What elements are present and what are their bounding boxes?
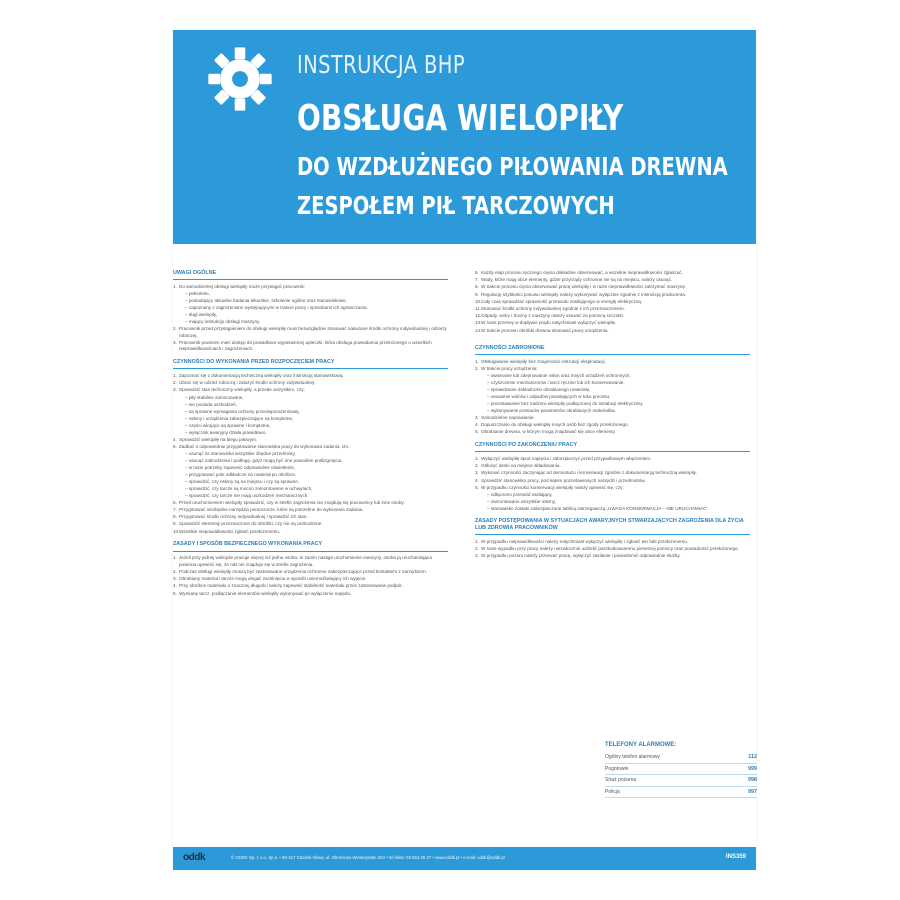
emergency-phones [605,742,757,798]
item-number: 1. [475,455,479,461]
item-text: Zapoznać się z dokumentacją techniczną wielopiły oraz instrukcją stanowiskową. [179,373,344,379]
item-number: 8. [475,284,479,290]
item-number: 1. [173,284,177,289]
item-text: Stosować środki ochrony indywidualnej zgodnie z ich przeznaczeniem. [481,305,626,311]
list-item [475,456,750,463]
item-number: 2. [475,546,479,552]
phone-label: Pogotowie [605,765,629,772]
list-subitem: – przygotować pole odkładcze na materiał po obróbce, [185,471,297,477]
item-text: Wady, które mają obce elementy, gdzie przyrządy ochronne nie są na miejscu, należy usunąć. [481,277,673,283]
item-text: Podczas obsługi wielopiły muszą być zastosowane urządzenia ochronne zabezpieczające przed kontaktem z narzędziem. [179,568,427,574]
list-subitem: – osłony i urządzenia zabezpieczające są kompletne, [185,415,294,421]
item-number: 10. [173,528,180,534]
item-number: 9. [475,291,479,297]
item-text: Cały czas sprawdzać sprawność przewodu zasilającego w energię elektryczną. [481,298,643,304]
item-number: 6. [475,270,479,275]
list-item [475,539,750,546]
list-item [475,366,750,373]
list-subitem: – sprawdzić, czy tarcze nie mają uszkodzeń mechanicznych. [185,492,309,498]
list-subitem: – usuwanie wiórów i odpadów powstających w toku procesu, [487,394,611,400]
item-text: Przygotować środki ochrony indywidualnej i sprawdzić ich stan. [179,514,308,520]
list-subitem: – zamontowano wszystkie osłony, [487,498,556,504]
list-subitem: – posiadający aktualne badania lekarskie, szkolenie ogólne oraz stanowiskowe, [185,298,347,304]
item-text: Pracownik przed przystąpieniem do obsługi wielopiły musi bezwzględnie stosować nakazane środki ochrony indywidualnej i odzieży roboczej. [179,326,447,338]
list-subitem: – piły stabilnie zamocowane, [185,394,244,400]
list-item [173,507,448,514]
list-item [475,306,750,313]
item-number: 6. [173,499,177,505]
item-number: 5. [475,484,479,490]
list-subitem: – otwieranie lub zdejmowanie osłon oraz innych urządzeń ochronnych, [487,373,631,379]
item-number: 2. [475,365,479,371]
list-item [475,470,750,477]
list-subitem: – są sprawne wymagania ochrony przeciwporażeniowej, [185,408,300,414]
list-subitem: – nie posiada uszkodzeń, [185,401,237,407]
item-text: Przed uruchomieniem wielopiły sprawdzić, czy w strefie zagrożenia nie znajdują się pracownicy lub inne osoby. [179,499,405,505]
phone-label: Straż pożarna [605,777,637,784]
item-text: Przygotować niezbędne narzędzia pomocnicze, które są potrzebne do wykonania zadania. [179,507,364,512]
item-number: 4. [173,583,177,589]
poster-kicker: INSTRUKCJA BHP [297,50,465,79]
list-item [475,429,750,436]
item-text: Sprawdzić stanowisko pracy, pod kątem pozostawionych narzędzi i przedmiotów. [481,477,646,483]
item-number: 3. [173,387,177,393]
section-rule [173,551,448,552]
item-number: 11. [475,305,482,311]
list-item [475,270,750,277]
item-text: Odłożyć deski na miejsce składowania. [481,463,561,469]
poster-title: OBSŁUGA WIELOPIŁY [297,98,624,139]
item-text: Sprawdzić stan techniczny wielopiły, a przede wszystkim, czy: [179,387,305,393]
item-number: 4. [173,436,177,442]
list-item [173,437,448,444]
list-item [475,277,750,284]
phone-row [605,787,757,799]
item-text: Odpady, wióry i trociny z maszyny należy usuwać za pomocą szczotki. [481,313,625,319]
item-number: 14. [475,327,482,333]
section-rule [475,451,750,452]
list-subitem: – mający instrukcję obsługi maszyny. [185,319,261,325]
item-number: 1. [475,538,479,544]
phone-label: Policja [605,788,620,795]
list-item [173,591,448,598]
item-text: Sprawdzić elementy przeznaczone do obróbki, czy nie są uszkodzone. [179,521,323,527]
item-text: Wymianę tarcz, podłączanie elementów wielopiły wykonywać po wyłączeniu napędu. [179,590,352,596]
oddk-logo: oddk [183,852,205,863]
item-number: 13. [475,320,482,326]
section-title: CZYNNOŚCI DO WYKONANIA PRZED ROZPOCZĘCIEM PRACY [173,359,335,366]
phone-label: Ogólny telefon alarmowy [605,754,661,761]
list-subitem: – wyłącznik awaryjny działa prawidłowo. [185,429,267,435]
item-text: Sprawdzić wielopiłę na biegu jałowym. [179,436,258,442]
item-text: Obsługiwanie wielopiły bez znajomości instrukcji eksploatacji. [481,358,606,364]
item-text: Wykonać czynności zaczynając od demontażu i konserwacji zgodnie z dokumentacją techniczną wielopiły. [481,470,697,476]
list-item [173,387,448,394]
list-item [173,340,448,353]
list-item [173,500,448,507]
list-subitem: – pełnoletni, [185,291,210,297]
left-column [173,270,448,598]
item-text: Samodzielne naprawianie. [481,414,535,420]
item-number: 3. [475,414,479,420]
list-subitem: – części wirujące są sprawne i kompletne, [185,422,271,428]
phone-number: 997 [748,788,757,795]
list-item [173,555,448,568]
list-item [475,485,750,492]
item-text: W razie przerwy w dopływie prądu natychmiast wyłączyć wielopiłę. [481,320,617,326]
phone-row [605,775,757,787]
phone-number: 112 [748,754,757,761]
item-text: W trakcie procesu obróbki drewna stosować pracę urządzenia. [481,327,609,333]
list-subitem: – pozostawianie bez nadzoru wielopiły podłączonej do instalacji elektrycznej, [487,401,644,406]
list-item [475,478,750,485]
item-text: Obrabianie drewna, w którym mogą znajdować się obce elementy. [481,429,616,435]
list-subitem: – sprawdzić, czy osłony są na miejscu i czy są sprawne, [185,478,300,484]
list-subitem: – czyszczenie mechanizmów i tarcz ręcznie lub ich konserwowanie, [487,380,625,386]
list-item [173,521,448,528]
item-number: 3. [173,576,177,582]
item-text: W przypadku nieprawidłowości należy natychmiast wyłączyć wielopiłę i zgłosić ten fakt przełożonemu. [481,538,689,544]
instruction-poster [173,30,756,870]
phones-title: TELEFONY ALARMOWE: [605,742,677,748]
item-text: W przypadku czynności konserwacji wielopiły należy upewnić się, czy: [481,484,624,490]
item-number: 9. [173,521,177,527]
footer-code: INS359 [725,854,746,860]
list-item [173,569,448,576]
phone-row [605,752,757,764]
item-text: Zadbać o odpowiednie przygotowanie stanowiska pracy do wykonania zadania, tzn.: [179,443,351,449]
list-item [475,284,750,291]
poster-subtitle-line1: DO WZDŁUŻNEGO PIŁOWANIA DREWNA [297,152,728,181]
list-subitem: – usunąć ze stanowiska wszystkie zbędne przedmioty, [185,450,296,456]
phone-number: 999 [748,765,757,772]
item-text: W przypadku pożaru należy przerwać pracę, wyłączyć zasilanie i powiadomić odpowiednie służby. [481,553,681,559]
item-text: Każdy etap procesu ręcznego cięcia dokładnie obserwować, a wszelkie nieprawidłowości zgłaszać. [481,270,683,275]
item-number: 2. [475,463,479,469]
list-item [475,546,750,553]
item-number: 4. [475,477,479,483]
list-item [475,422,750,429]
item-text: Wszelkie nieprawidłowości zgłosić przełożonemu. [179,528,281,534]
item-number: 7. [173,507,177,512]
list-item [475,313,750,320]
footer-contact: © ODDK Sp. z o.o. Sp.k. • 80-317 Gdańsk-Oliwa, ul. Obrońców Westerplatte 32A • tel./faks: 58 554 29 37 • www.oddk.pl • e-mail: oddk@oddk.pl [231,855,505,860]
item-text: Dopuszczanie do obsługi wielopiły innych osób bez zgody przełożonego. [481,422,629,428]
phone-number: 998 [748,777,757,784]
list-item [475,415,750,422]
item-number: 1. [173,373,177,379]
poster-footer [173,847,756,870]
item-text: Regulację szybkości posuwu wielopiły należy wykonywać wyłącznie zgodnie z instrukcją producenta. [481,291,687,297]
list-item [173,373,448,380]
item-number: 1. [173,555,177,561]
item-text: Wyłączyć wielopiłę spod napięcia i zabezpieczyć przed przypadkowym włączeniem. [481,455,652,461]
section-rule [475,534,750,535]
item-number: 2. [173,568,177,574]
item-number: 2. [173,326,177,332]
list-subitem: – odłączono przewód zasilający, [487,491,553,497]
list-item [475,328,750,335]
item-number: 5. [173,443,177,449]
list-subitem: – dugi wielopiły, [185,312,218,318]
list-item [173,444,448,451]
section-title: ZASADY POSTĘPOWANIA W SYTUACJACH AWARYJNYCH STWARZAJĄCYCH ZAGROŻENIA DLA ŻYCIA LUB ZDROWIA PRACOWNIKÓW [475,518,744,531]
list-subitem: – stanowisko zostało zabezpieczone tablicą ostrzegawczą „UWAGA KONSERWACJA – NIE URUCHAMIAĆ”. [487,505,710,511]
list-item [173,576,448,583]
item-number: 3. [475,553,479,559]
section-rule [173,368,448,369]
item-number: 3. [173,339,177,345]
section-rule [173,279,448,280]
item-text: Obrabiany materiał i tarcze mogą ulegać zaciśnięciu w sposób uniemożliwiający ich wyjęcie. [179,576,367,582]
poster-header [173,30,756,244]
list-item [475,299,750,306]
list-subitem: – sprawdzić, czy tarcze są mocno zamontowane w uchwytach, [185,485,313,491]
item-text: W trakcie pracy urządzenia: [481,365,538,371]
item-number: 8. [173,514,177,520]
item-text: Ubrać się w odzież roboczą i założyć środki ochrony indywidualnej. [179,380,316,386]
right-column [475,270,750,560]
gear-icon [207,46,273,112]
list-item [475,359,750,366]
item-text: Do samodzielnej obsługi wielopiły może przystąpić pracownik: [179,284,306,289]
list-item [173,529,448,536]
section-title: CZYNNOŚCI ZABRONIONE [475,344,545,351]
list-item [173,380,448,387]
section-title: UWAGI OGÓLNE [173,270,217,276]
item-text: W trakcie procesu cięcia obserwować pracę wielopiły i w razie nieprawidłowości zatrzymać maszynę. [481,284,687,290]
section-title: ZASADY I SPOSÓB BEZPIECZNEGO WYKONANIA PRACY [173,541,323,548]
poster-subtitle-line2: ZESPOŁEM PIŁ TARCZOWYCH [297,191,615,220]
item-number: 12. [475,313,482,319]
list-item [475,463,750,470]
list-item [475,292,750,299]
item-text: W razie wypadku przy pracy należy niezwłocznie udzielić poszkodowanemu pierwszej pomocy oraz powiadomić przełożonego. [481,546,739,552]
spacer [475,335,750,339]
list-item [173,284,448,291]
item-number: 10. [475,298,482,304]
item-number: 5. [173,590,177,596]
list-subitem: – usunąć zabrudzenia i podłogę, gdyż mogą być one powodem poślizgnięcia, [185,457,343,463]
list-item [173,514,448,521]
list-subitem: – wykonywanie pomiarów parametrów obrabianych materiałów. [487,407,616,413]
list-item [173,583,448,590]
section-title: CZYNNOŚCI PO ZAKOŃCZENIU PRACY [475,441,578,448]
item-number: 5. [475,429,479,435]
item-number: 1. [475,358,479,364]
list-item [475,553,750,560]
item-number: 4. [475,422,479,428]
list-subitem: – sprawdzanie dokładności obrabianego materiału, [487,387,591,393]
item-number: 3. [475,470,479,476]
list-item [173,326,448,339]
item-number: 2. [173,380,177,386]
list-subitem: – zapoznany z zagrożeniami występującymi w trakcie pracy i sposobami ich ograniczania, [185,305,368,311]
list-item [475,320,750,327]
item-text: Przy obróbce materiału o znacznej długości należy zapewnić stabilność materiału przez zastosowanie podpór. [179,583,403,589]
section-rule [475,354,750,355]
phone-row [605,764,757,776]
item-number: 7. [475,277,479,283]
list-subitem: – w razie potrzeby zapewnić odpowiednie oświetlenie, [185,464,296,470]
item-text: Pracownik powinien mieć dostęp do prawidłowo wyposażonej apteczki, która obsługa powiadamia przełożonego o wszelkich nieprawidłowościach i zagrożeniach. [179,339,432,352]
item-text: Jeżeli przy jednej wielopile pracuje więcej niż jedna osoba, to zanim nastąpi uruchomienie maszyny, osoba ją uruchamiająca powinna upewnić się, że nikt nie znajduje się w strefie zagrożenia. [179,555,432,567]
